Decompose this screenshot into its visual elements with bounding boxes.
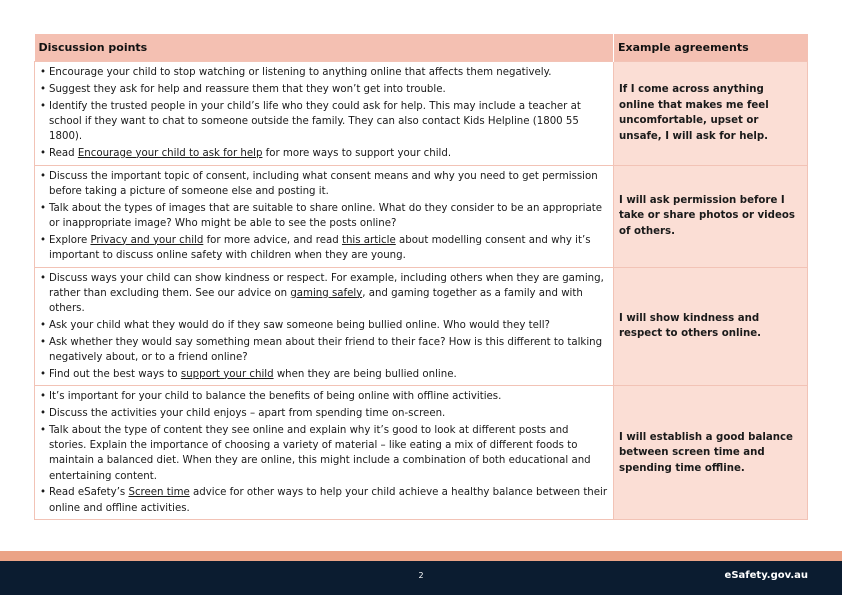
header-example-agreements: Example agreements (614, 34, 808, 62)
table-header-row (35, 34, 808, 62)
page-footer (0, 561, 842, 595)
agreement-cell: I will ask permission before I take or share photos or videos of others. (614, 165, 808, 267)
link-this-article[interactable]: this article (341, 234, 396, 246)
footer-accent-band (0, 551, 842, 561)
list-item: • Suggest they ask for help and reassure them that they won’t get into trouble. (39, 82, 609, 97)
table-row (35, 62, 808, 166)
header-discussion-points: Discussion points (35, 34, 614, 62)
list-item: • Discuss ways your child can show kindness or respect. For example, including others when they are gaming, rather than excluding them. See our advice on gaming safely, and gaming together as a family and with others. (39, 271, 609, 317)
list-item: • Identify the trusted people in your child’s life who they could ask for help. This may include a teacher at school if they want to chat to someone outside the family. They can also contact Kids Helpline (1800 55 1800). (39, 99, 609, 145)
list-item: • Encourage your child to stop watching or listening to anything online that affects them negatively. (39, 65, 609, 80)
table-row (35, 165, 808, 267)
site-url[interactable]: eSafety.gov.au (724, 570, 808, 581)
discussion-cell (35, 386, 614, 520)
list-item: • Talk about the types of images that are suitable to share online. What do they consider to be an appropriate or inappropriate image? Who might be able to see the posts online? (39, 201, 609, 231)
link-screen-time[interactable]: Screen time (128, 487, 190, 499)
link-support-your-child[interactable]: support your child (180, 368, 274, 380)
discussion-cell (35, 267, 614, 386)
list-item: • Read eSafety’s Screen time advice for other ways to help your child achieve a healthy balance between their online and offline activities. (39, 485, 609, 515)
list-item: • Read Encourage your child to ask for help for more ways to support your child. (39, 146, 609, 161)
table-row (35, 267, 808, 386)
link-gaming-safely[interactable]: gaming safely (290, 287, 363, 299)
agreement-cell: If I come across anything online that makes me feel uncomfortable, upset or unsafe, I will ask for help. (614, 62, 808, 166)
link-encourage-ask-for-help[interactable]: Encourage your child to ask for help (77, 147, 263, 159)
discussion-table-container (34, 34, 807, 520)
discussion-list (39, 271, 609, 382)
discussion-list (39, 65, 609, 161)
agreement-cell: I will establish a good balance between screen time and spending time offline. (614, 386, 808, 520)
list-item: • Ask your child what they would do if they saw someone being bullied online. Who would they tell? (39, 318, 609, 333)
discussion-list (39, 389, 609, 515)
discussion-cell (35, 165, 614, 267)
list-item: • Find out the best ways to support your child when they are being bullied online. (39, 367, 609, 382)
link-privacy-and-your-child[interactable]: Privacy and your child (90, 234, 204, 246)
discussion-table (34, 34, 808, 520)
list-item: • It’s important for your child to balance the benefits of being online with offline activities. (39, 389, 609, 404)
list-item: • Explore Privacy and your child for more advice, and read this article about modelling consent and why it’s important to discuss online safety with children when they are young. (39, 233, 609, 263)
list-item: • Talk about the type of content they see online and explain why it’s good to look at different posts and stories. Explain the importance of choosing a variety of material – like eating a mix of different foods to maintain a balanced diet. When they are online, this might include a combination of both educational and entertaining content. (39, 423, 609, 484)
table-row (35, 386, 808, 520)
page-number: 2 (418, 571, 424, 580)
list-item: • Discuss the activities your child enjoys – apart from spending time on-screen. (39, 406, 609, 421)
agreement-cell: I will show kindness and respect to others online. (614, 267, 808, 386)
list-item: • Ask whether they would say something mean about their friend to their face? How is this different to talking negatively about, or to a friend online? (39, 335, 609, 365)
list-item: • Discuss the important topic of consent, including what consent means and why you need to get permission before taking a picture of someone else and posting it. (39, 169, 609, 199)
discussion-cell (35, 62, 614, 166)
discussion-list (39, 169, 609, 263)
